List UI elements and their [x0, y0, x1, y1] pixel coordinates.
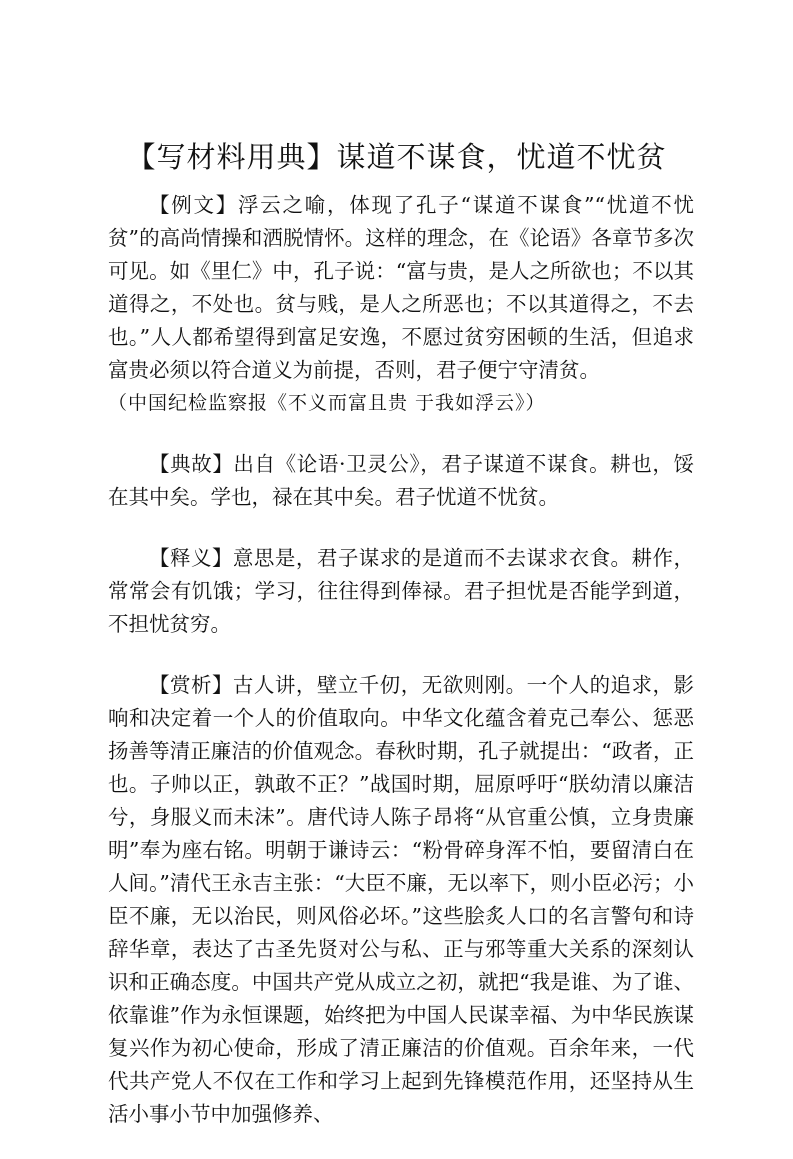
allusion-label: 【典故】	[149, 452, 234, 476]
example-label: 【例文】	[149, 193, 239, 217]
example-paragraph	[108, 189, 694, 420]
analysis-label: 【赏析】	[149, 673, 233, 697]
document-title: 【写材料用典】谋道不谋食，忧道不忧贫	[126, 140, 667, 174]
meaning-text: 意思是，君子谋求的是道而不去谋求衣食。耕作，常常会有饥饿；学习，往往得到俸禄。君子担忧是否能学到道，不担忧贫穷。	[108, 546, 695, 636]
meaning-paragraph	[108, 542, 694, 641]
analysis-text: 古人讲，壁立千仞，无欲则刚。一个人的追求，影响和决定着一个人的价值取向。中华文化蕴含着克己奉公、惩恶扬善等清正廉洁的价值观念。春秋时期，孔子就提出：“政者，正也。子帅以正，孰敢不正？”战国时期，屈原呼吁“朕幼清以廉洁兮，身服义而未沬”。唐代诗人陈子昂将“从官重公慎，立身贵廉明”奉为座右铭。明朝于谦诗云：“粉骨碎身浑不怕，要留清白在人间。”清代王永吉主张：“大臣不廉，无以率下，则小臣必污；小臣不廉，无以治民，则风俗必坏。”这些脍炙人口的名言警句和诗辞华章，表达了古圣先贤对公与私、正与邪等重大关系的深刻认识和正确态度。中国共产党从成立之初，就把“我是谁、为了谁、依靠谁”作为永恒课题，始终把为中国人民谋幸福、为中华民族谋复兴作为初心使命，形成了清正廉洁的价值观。百余年来，一代代共产党人不仅在工作和学习上起到先锋模范作用，还坚持从生活小事小节中加强修养、	[108, 673, 695, 1126]
example-source: （中国纪检监察报《不义而富且贵 于我如浮云》）	[108, 392, 546, 414]
meaning-label: 【释义】	[149, 546, 233, 570]
analysis-paragraph	[108, 669, 694, 1131]
example-text: 浮云之喻，体现了孔子“谋道不谋食”“忧道不忧贫”的高尚情操和洒脱情怀。这样的理念，在《论语》各章节多次可见。如《里仁》中，孔子说：“富与贵，是人之所欲也；不以其道得之，不处也。贫与贱，是人之所恶也；不以其道得之，不去也。”人人都希望得到富足安逸，不愿过贫穷困顿的生活，但追求富贵必须以符合道义为前提，否则，君子便宁守清贫。	[108, 193, 694, 382]
allusion-paragraph	[108, 448, 694, 514]
document-body	[108, 189, 694, 1159]
allusion-text: 出自《论语·卫灵公》，君子谋道不谋食。耕也，馁在其中矣。学也，禄在其中矣。君子忧道不忧贫。	[108, 452, 695, 509]
